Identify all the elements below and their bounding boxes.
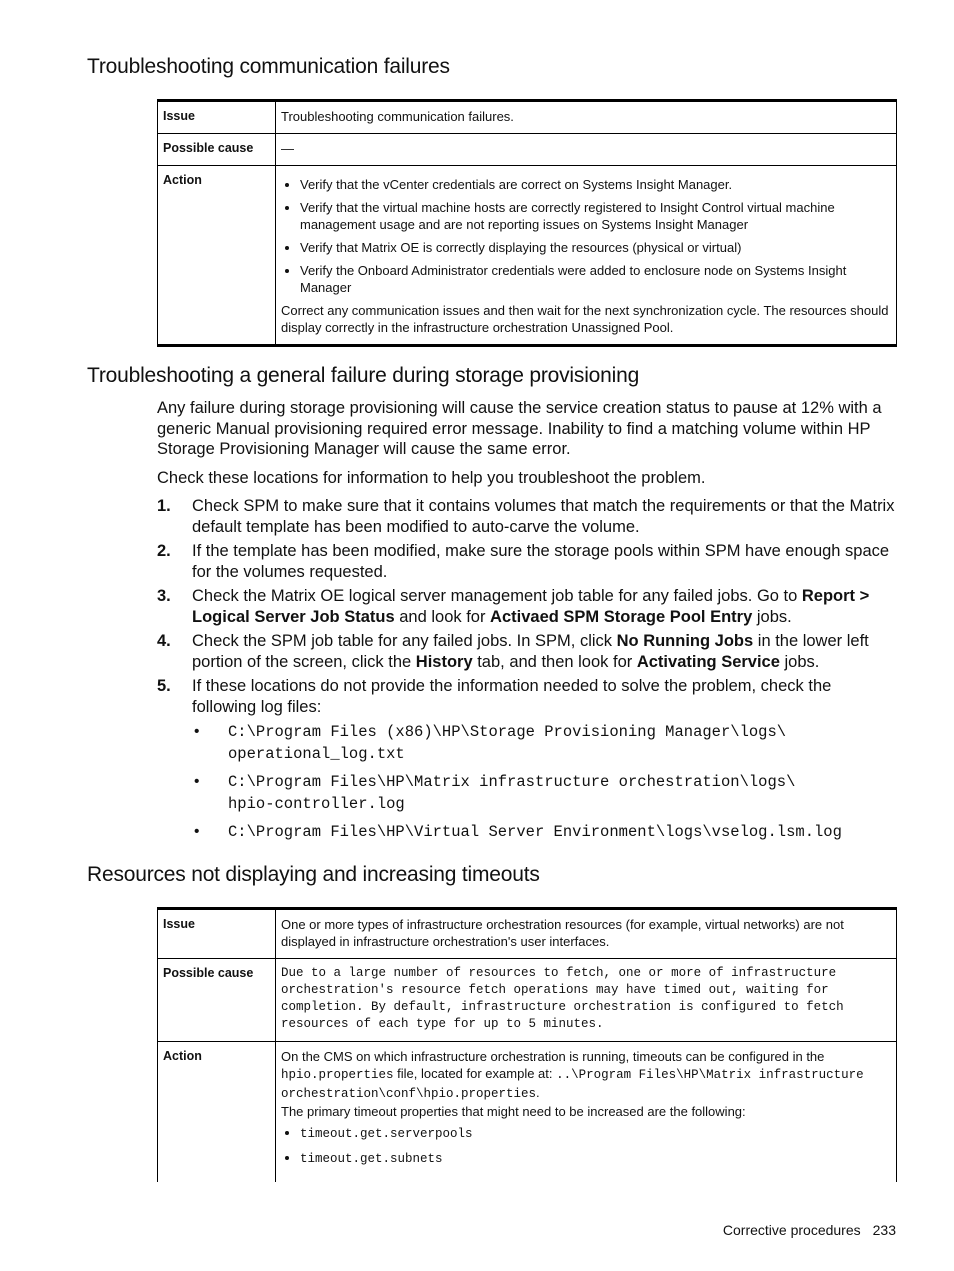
- log-file-path: C:\Program Files (x86)\HP\Storage Provisioning Manager\logs\: [228, 723, 787, 741]
- step-number: 1.: [157, 497, 171, 515]
- ui-element-name: History: [415, 652, 473, 671]
- section-heading-communication-failures: Troubleshooting communication failures: [87, 55, 450, 78]
- issue-text: One or more types of infrastructure orchestration resources (for example, virtual networks) are not displayed in infrastructure orchestration's user interfaces.: [276, 909, 897, 959]
- list-item: • Verify the Onboard Administrator credentials were added to enclosure node on Systems Insight Manager: [300, 262, 891, 296]
- list-item: [157, 541, 899, 582]
- table-row: [158, 134, 897, 166]
- list-item: [157, 631, 899, 672]
- step-text: If the template has been modified, make sure the storage pools within SPM have enough space for the volumes requested.: [192, 542, 890, 581]
- action-text: [281, 1048, 891, 1120]
- action-text-part: .: [536, 1085, 540, 1100]
- issue-table-communication-failures: [157, 99, 897, 347]
- storage-provisioning-body: [157, 398, 899, 849]
- action-note: Correct any communication issues and then wait for the next synchronization cycle. The resources should display correctly in the infrastructure orchestration Unassigned Pool.: [281, 303, 889, 335]
- step-number: 3.: [157, 587, 171, 605]
- possible-cause-text: —: [276, 134, 897, 166]
- action-label: Action: [158, 166, 276, 346]
- step-number: 2.: [157, 542, 171, 560]
- page-footer: [723, 1222, 896, 1238]
- paragraph: Check these locations for information to help you troubleshoot the problem.: [157, 468, 706, 487]
- section-heading-resources-timeouts: Resources not displaying and increasing timeouts: [87, 863, 540, 886]
- job-name: Activating Service: [636, 652, 780, 671]
- action-text-part: file, located for example at:: [393, 1066, 557, 1081]
- list-item: [300, 1124, 891, 1143]
- ui-element-name: No Running Jobs: [616, 632, 754, 650]
- table-row: [158, 166, 897, 346]
- page-number: 233: [872, 1222, 896, 1238]
- table-row: [158, 959, 897, 1042]
- issue-table-resources-timeouts: [157, 907, 897, 1182]
- list-item: [300, 1149, 891, 1168]
- config-file-name: hpio.properties: [281, 1068, 394, 1082]
- bullet: •: [194, 723, 200, 740]
- step-text: in the lower left portion of the screen, click the: [192, 632, 869, 671]
- possible-cause-text: Due to a large number of resources to fetch, one or more of infrastructure orchestration's resource fetch operations may have timed out, waiting for completion. By default, infrastructure orchestration is configured to fetch resources of each type for up to 5 minutes.: [276, 959, 897, 1042]
- issue-label: Issue: [158, 909, 276, 959]
- possible-cause-label: Possible cause: [158, 134, 276, 166]
- step-text: Check the SPM job table for any failed jobs. In SPM, click: [192, 632, 617, 650]
- timeout-property: timeout.get.serverpools: [300, 1127, 473, 1141]
- list-item: • Verify that the vCenter credentials are correct on Systems Insight Manager.: [300, 176, 891, 193]
- issue-label: Issue: [158, 101, 276, 134]
- paragraph: Any failure during storage provisioning will cause the service creation status to pause at 12% with a generic Manual provisioning required error message. Inability to find a matching volume within HP Storage Provisioning Manager will cause the same error.: [157, 399, 882, 458]
- list-item: [157, 821, 899, 843]
- bullet: •: [194, 773, 200, 790]
- footer-section-name: Corrective procedures: [722, 1222, 861, 1238]
- log-file-path: C:\Program Files\HP\Matrix infrastructure orchestration\logs\: [228, 773, 796, 791]
- step-text: and look for: [394, 607, 491, 626]
- list-item: [157, 586, 899, 627]
- config-file-path: ..\Program Files\HP\Matrix infrastructure orchestration\conf\hpio.properties: [281, 1068, 864, 1101]
- log-file-path: hpio-controller.log: [228, 795, 405, 813]
- step-number: 4.: [157, 632, 171, 650]
- list-item: • Verify that Matrix OE is correctly displaying the resources (physical or virtual): [300, 239, 891, 256]
- job-name: Activaed SPM Storage Pool Entry: [490, 607, 753, 626]
- action-cell: [276, 166, 897, 346]
- table-row: [158, 909, 897, 959]
- menu-path: Report > Logical Server Job Status: [192, 587, 870, 626]
- timeout-property-list: [281, 1124, 891, 1168]
- log-file-path: operational_log.txt: [228, 745, 405, 763]
- step-text: Check the Matrix OE logical server management job table for any failed jobs. Go to: [192, 587, 802, 605]
- list-item: [157, 771, 899, 815]
- log-file-list: [157, 721, 899, 843]
- bullet: •: [194, 823, 200, 840]
- timeout-property: timeout.get.subnets: [300, 1152, 443, 1166]
- log-file-path: C:\Program Files\HP\Virtual Server Environment\logs\vselog.lsm.log: [228, 823, 842, 841]
- section-heading-storage-provisioning: Troubleshooting a general failure during storage provisioning: [87, 364, 640, 387]
- action-bullet-list: [281, 176, 891, 296]
- table-row: [158, 101, 897, 134]
- step-text: jobs.: [752, 607, 792, 626]
- step-text: jobs.: [779, 652, 820, 671]
- list-item: • Verify that the virtual machine hosts are correctly registered to Insight Control virtual machine management usage and are not reporting issues on Systems Insight Manager: [300, 199, 891, 233]
- list-item: [157, 496, 899, 537]
- action-label: Action: [158, 1042, 276, 1183]
- issue-text: Troubleshooting communication failures.: [276, 101, 897, 134]
- action-cell: [276, 1042, 897, 1183]
- table-row: [158, 1042, 897, 1183]
- list-item: [157, 721, 899, 765]
- step-text: Check SPM to make sure that it contains volumes that match the requirements or that the Matrix default template has been modified to auto-carve the volume.: [192, 497, 895, 536]
- action-text-part: On the CMS on which infrastructure orchestration is running, timeouts can be configured in the: [281, 1049, 825, 1064]
- list-item: [157, 676, 899, 717]
- step-text: If these locations do not provide the information needed to solve the problem, check the following log files:: [192, 677, 832, 716]
- action-text-part: The primary timeout properties that might need to be increased are the following:: [281, 1104, 746, 1119]
- step-number: 5.: [157, 677, 171, 695]
- possible-cause-label: Possible cause: [158, 959, 276, 1042]
- steps-list: [157, 496, 899, 717]
- step-text: tab, and then look for: [472, 652, 637, 671]
